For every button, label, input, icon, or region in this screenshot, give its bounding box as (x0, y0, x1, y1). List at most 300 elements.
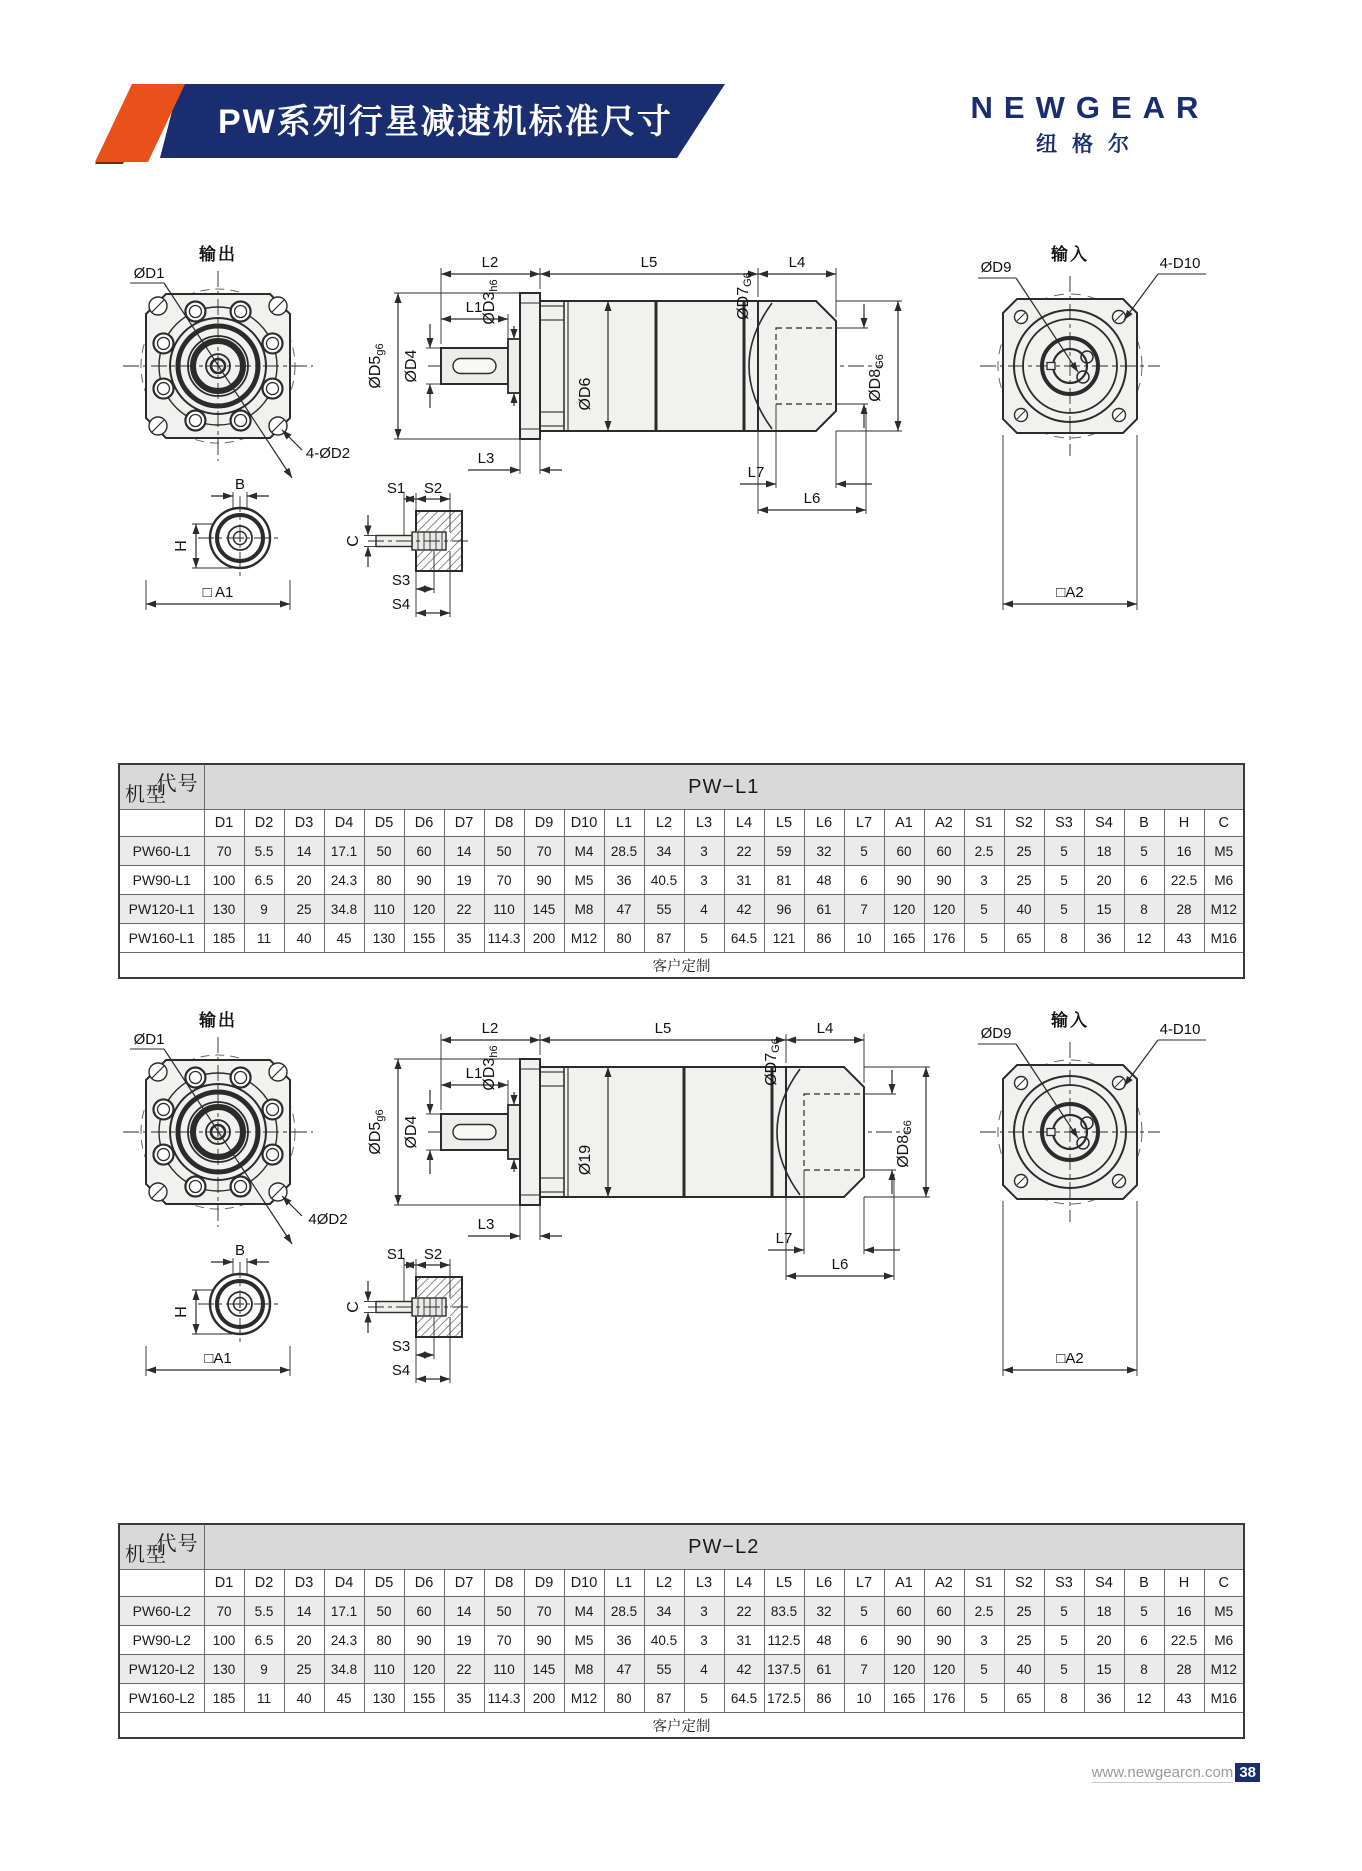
value-cell: 25 (284, 895, 324, 924)
value-cell: 5 (684, 924, 724, 953)
value-cell: 86 (804, 924, 844, 953)
value-cell: 61 (804, 895, 844, 924)
value-cell: 34.8 (324, 1655, 364, 1684)
column-header: L2 (644, 810, 684, 837)
value-cell: 4 (684, 895, 724, 924)
side-section-view (367, 254, 902, 514)
corner-label-model: 机型 (125, 1544, 167, 1566)
value-cell: 5 (964, 1655, 1004, 1684)
dim-label-s3: S3 (391, 572, 411, 589)
value-cell: 20 (1084, 1626, 1124, 1655)
value-cell: 120 (404, 1655, 444, 1684)
dim-label-b: B (234, 1242, 246, 1259)
value-cell: 5 (1044, 837, 1084, 866)
value-cell: 22.5 (1164, 1626, 1204, 1655)
value-cell: 130 (364, 1684, 404, 1713)
value-cell: 24.3 (324, 866, 364, 895)
dim-label-s4: S4 (391, 596, 411, 613)
column-header: D5 (364, 810, 404, 837)
value-cell: 130 (204, 895, 244, 924)
screw-section-detail-view (345, 1246, 468, 1383)
value-cell: 42 (724, 895, 764, 924)
column-header: L7 (844, 1570, 884, 1597)
dim-label-h: H (173, 1306, 190, 1318)
model-cell: PW90-L2 (119, 1626, 204, 1655)
table-row (119, 866, 1244, 895)
dim-label-l7: L7 (747, 464, 765, 481)
model-cell: PW160-L1 (119, 924, 204, 953)
column-header: L1 (604, 810, 644, 837)
value-cell: 6 (844, 866, 884, 895)
value-cell: 8 (1124, 895, 1164, 924)
value-cell: M5 (1204, 837, 1244, 866)
column-header: D10 (564, 1570, 604, 1597)
value-cell: 172.5 (764, 1684, 804, 1713)
corner-label-code: 代号 (156, 1533, 199, 1555)
value-cell: 6 (1124, 1626, 1164, 1655)
value-cell: 70 (484, 866, 524, 895)
model-cell: PW60-L2 (119, 1597, 204, 1626)
value-cell: 8 (1044, 1684, 1084, 1713)
value-cell: 5 (1044, 866, 1084, 895)
value-cell: 87 (644, 924, 684, 953)
value-cell: 5.5 (244, 1597, 284, 1626)
value-cell: 6 (844, 1626, 884, 1655)
column-header: A1 (884, 1570, 924, 1597)
column-header: L2 (644, 1570, 684, 1597)
value-cell: 28 (1164, 1655, 1204, 1684)
corner-label-model: 机型 (125, 784, 167, 806)
value-cell: 176 (924, 924, 964, 953)
value-cell: 5 (964, 924, 1004, 953)
dim-label-d8: ØD8G6 (895, 1120, 914, 1168)
value-cell: 120 (404, 895, 444, 924)
column-header: D10 (564, 810, 604, 837)
value-cell: 40 (284, 1684, 324, 1713)
value-cell: 6.5 (244, 1626, 284, 1655)
value-cell: 3 (684, 1597, 724, 1626)
dim-label-s1: S1 (386, 1246, 406, 1263)
column-header: D2 (244, 810, 284, 837)
value-cell: 185 (204, 924, 244, 953)
dim-label-d3: ØD3h6 (481, 1045, 500, 1091)
value-cell: 12 (1124, 1684, 1164, 1713)
dim-label-d2: 4-ØD2 (305, 445, 351, 462)
dim-label-d4: ØD4 (403, 1115, 420, 1149)
column-header: D1 (204, 810, 244, 837)
column-header: L5 (764, 810, 804, 837)
dim-label-d5: ØD5g6 (367, 343, 386, 389)
dim-label-l2: L2 (481, 254, 499, 271)
model-cell: PW120-L1 (119, 895, 204, 924)
empty-header-cell (119, 810, 204, 837)
dim-label-d9: ØD9 (980, 259, 1012, 276)
value-cell: 3 (684, 866, 724, 895)
value-cell: 5 (964, 895, 1004, 924)
value-cell: 114.3 (484, 924, 524, 953)
table-title: PW−L1 (204, 764, 1244, 810)
dim-label-s2: S2 (423, 1246, 443, 1263)
value-cell: 60 (924, 837, 964, 866)
value-cell: 5 (1124, 1597, 1164, 1626)
value-cell: M12 (1204, 1655, 1244, 1684)
value-cell: 90 (884, 866, 924, 895)
value-cell: 64.5 (724, 1684, 764, 1713)
value-cell: 3 (684, 1626, 724, 1655)
value-cell: M5 (1204, 1597, 1244, 1626)
page-title: PW系列行星减速机标准尺寸 (218, 103, 673, 141)
value-cell: 80 (364, 866, 404, 895)
table-row (119, 837, 1244, 866)
column-header: L3 (684, 1570, 724, 1597)
value-cell: 3 (964, 866, 1004, 895)
column-header: B (1124, 810, 1164, 837)
value-cell: 36 (604, 1626, 644, 1655)
column-header: D7 (444, 1570, 484, 1597)
value-cell: 16 (1164, 837, 1204, 866)
dim-label-s4: S4 (391, 1362, 411, 1379)
model-cell: PW60-L1 (119, 837, 204, 866)
dim-label-l2: L2 (481, 1020, 499, 1037)
dim-label-c: C (345, 535, 362, 547)
value-cell: 10 (844, 924, 884, 953)
value-cell: 5 (1044, 1597, 1084, 1626)
gearbox-drawing-svg (116, 992, 1246, 1410)
value-cell: 32 (804, 837, 844, 866)
value-cell: 19 (444, 1626, 484, 1655)
table-row (119, 924, 1244, 953)
value-cell: 64.5 (724, 924, 764, 953)
value-cell: 70 (524, 1597, 564, 1626)
value-cell: 114.3 (484, 1684, 524, 1713)
brand-logo-cn: 纽格尔 (1036, 133, 1144, 156)
column-header: D7 (444, 810, 484, 837)
model-cell: PW90-L1 (119, 866, 204, 895)
value-cell: 19 (444, 866, 484, 895)
value-cell: 155 (404, 924, 444, 953)
column-header: S1 (964, 810, 1004, 837)
column-header: D9 (524, 1570, 564, 1597)
value-cell: 12 (1124, 924, 1164, 953)
value-cell: 110 (484, 895, 524, 924)
value-cell: 6.5 (244, 866, 284, 895)
view-label-output: 输出 (199, 1011, 237, 1030)
dim-label-d10: 4-D10 (1159, 1021, 1201, 1038)
column-header: S3 (1044, 1570, 1084, 1597)
value-cell: 176 (924, 1684, 964, 1713)
value-cell: 22 (444, 895, 484, 924)
table-corner-cell (119, 1524, 204, 1570)
column-header: D5 (364, 1570, 404, 1597)
value-cell: 40 (1004, 895, 1044, 924)
value-cell: 70 (204, 1597, 244, 1626)
value-cell: 100 (204, 1626, 244, 1655)
dim-label-l1: L1 (465, 299, 483, 316)
dim-label-d7: ØD7G6 (763, 1038, 782, 1086)
value-cell: 90 (404, 866, 444, 895)
value-cell: 35 (444, 1684, 484, 1713)
dim-label-c: C (345, 1301, 362, 1313)
page-number-badge: 38 (1235, 1763, 1260, 1782)
value-cell: 7 (844, 895, 884, 924)
value-cell: 155 (404, 1684, 444, 1713)
corner-label-code: 代号 (156, 773, 199, 795)
value-cell: M6 (1204, 866, 1244, 895)
value-cell: 45 (324, 1684, 364, 1713)
value-cell: 65 (1004, 1684, 1044, 1713)
dim-label-l6: L6 (803, 490, 821, 507)
dim-label-d7: ØD7G6 (735, 272, 754, 320)
view-label-input: 输入 (1051, 1011, 1089, 1030)
table-row (119, 895, 1244, 924)
page-footer (1020, 1763, 1260, 1782)
value-cell: 15 (1084, 1655, 1124, 1684)
value-cell: 20 (1084, 866, 1124, 895)
value-cell: 14 (444, 837, 484, 866)
value-cell: 48 (804, 866, 844, 895)
column-header: S2 (1004, 810, 1044, 837)
column-header: L7 (844, 810, 884, 837)
value-cell: 47 (604, 1655, 644, 1684)
column-header: D6 (404, 810, 444, 837)
dim-label-a2: □A2 (1056, 1350, 1084, 1367)
value-cell: 22 (444, 1655, 484, 1684)
value-cell: 11 (244, 1684, 284, 1713)
value-cell: 55 (644, 1655, 684, 1684)
value-cell: 50 (364, 837, 404, 866)
side-section-view (367, 1020, 930, 1280)
value-cell: 9 (244, 895, 284, 924)
value-cell: 5.5 (244, 837, 284, 866)
value-cell: 112.5 (764, 1626, 804, 1655)
value-cell: 50 (364, 1597, 404, 1626)
value-cell: M8 (564, 895, 604, 924)
column-header: B (1124, 1570, 1164, 1597)
value-cell: 40 (1004, 1655, 1044, 1684)
column-header: D2 (244, 1570, 284, 1597)
value-cell: 145 (524, 895, 564, 924)
dim-label-d10: 4-D10 (1159, 255, 1201, 272)
dim-label-s1: S1 (386, 480, 406, 497)
value-cell: 25 (1004, 1597, 1044, 1626)
dim-label-s2: S2 (423, 480, 443, 497)
value-cell: 165 (884, 924, 924, 953)
value-cell: 3 (964, 1626, 1004, 1655)
dim-label-a1: □A1 (204, 1350, 232, 1367)
table-title: PW−L2 (204, 1524, 1244, 1570)
value-cell: 15 (1084, 895, 1124, 924)
brand-logo (930, 90, 1250, 158)
column-header: C (1204, 810, 1244, 837)
dim-label-a1: □ A1 (202, 584, 234, 601)
dimension-table-pw-l2 (118, 1523, 1245, 1739)
table-corner-cell (119, 764, 204, 810)
table-row (119, 1597, 1244, 1626)
value-cell: 34 (644, 1597, 684, 1626)
table-row (119, 1626, 1244, 1655)
view-label-output: 输出 (199, 245, 237, 264)
value-cell: 17.1 (324, 837, 364, 866)
column-header: D9 (524, 810, 564, 837)
value-cell: 145 (524, 1655, 564, 1684)
value-cell: 40.5 (644, 1626, 684, 1655)
value-cell: 43 (1164, 924, 1204, 953)
value-cell: 165 (884, 1684, 924, 1713)
value-cell: 7 (844, 1655, 884, 1684)
shaft-end-detail-view (173, 1242, 282, 1346)
value-cell: 17.1 (324, 1597, 364, 1626)
value-cell: 8 (1124, 1655, 1164, 1684)
dim-label-d5: ØD5g6 (367, 1109, 386, 1155)
footer-website: www.newgearcn.com (1091, 1764, 1234, 1781)
technical-drawing-pw-l2 (116, 992, 1246, 1410)
column-header: L5 (764, 1570, 804, 1597)
dim-label-l5: L5 (640, 254, 658, 271)
column-header: S2 (1004, 1570, 1044, 1597)
dim-label-l3: L3 (477, 1216, 495, 1233)
dim-label-d6: Ø19 (577, 1144, 594, 1176)
value-cell: 130 (364, 924, 404, 953)
value-cell: 5 (844, 837, 884, 866)
value-cell: 6 (1124, 866, 1164, 895)
value-cell: 50 (484, 1597, 524, 1626)
value-cell: 65 (1004, 924, 1044, 953)
column-header: L4 (724, 810, 764, 837)
value-cell: 34.8 (324, 895, 364, 924)
value-cell: M16 (1204, 924, 1244, 953)
value-cell: 40 (284, 924, 324, 953)
dim-label-d1: ØD1 (133, 265, 165, 282)
column-header: S3 (1044, 810, 1084, 837)
dim-label-l4: L4 (788, 254, 806, 271)
value-cell: 70 (524, 837, 564, 866)
value-cell: 60 (924, 1597, 964, 1626)
dim-label-a2: □A2 (1056, 584, 1084, 601)
column-header: H (1164, 810, 1204, 837)
column-header: L6 (804, 810, 844, 837)
value-cell: 100 (204, 866, 244, 895)
value-cell: 43 (1164, 1684, 1204, 1713)
value-cell: 50 (484, 837, 524, 866)
column-header: S1 (964, 1570, 1004, 1597)
value-cell: 2.5 (964, 837, 1004, 866)
value-cell: 80 (604, 1684, 644, 1713)
value-cell: 4 (684, 1655, 724, 1684)
dim-label-l7: L7 (775, 1230, 793, 1247)
column-header: C (1204, 1570, 1244, 1597)
dim-label-s3: S3 (391, 1338, 411, 1355)
value-cell: 120 (884, 1655, 924, 1684)
value-cell: 96 (764, 895, 804, 924)
value-cell: 86 (804, 1684, 844, 1713)
value-cell: 2.5 (964, 1597, 1004, 1626)
value-cell: M8 (564, 1655, 604, 1684)
value-cell: 40.5 (644, 866, 684, 895)
value-cell: 5 (1124, 837, 1164, 866)
dim-label-l4: L4 (816, 1020, 834, 1037)
dim-label-d1: ØD1 (133, 1031, 165, 1048)
screw-section-detail-view (345, 480, 468, 617)
dim-label-d6: ØD6 (577, 377, 594, 411)
value-cell: 20 (284, 866, 324, 895)
table-row (119, 1684, 1244, 1713)
value-cell: 185 (204, 1684, 244, 1713)
column-header: S4 (1084, 1570, 1124, 1597)
value-cell: 200 (524, 1684, 564, 1713)
value-cell: 90 (524, 866, 564, 895)
column-header: L4 (724, 1570, 764, 1597)
value-cell: 36 (1084, 1684, 1124, 1713)
dim-label-b: B (234, 476, 246, 493)
dim-label-d2: 4ØD2 (308, 1211, 348, 1228)
value-cell: 10 (844, 1684, 884, 1713)
value-cell: 25 (284, 1655, 324, 1684)
value-cell: 20 (284, 1626, 324, 1655)
value-cell: 22 (724, 1597, 764, 1626)
value-cell: 28.5 (604, 837, 644, 866)
gearbox-drawing-svg (116, 226, 1246, 644)
value-cell: 60 (884, 837, 924, 866)
value-cell: 11 (244, 924, 284, 953)
dim-label-d3: ØD3h6 (481, 279, 500, 325)
dim-label-l1: L1 (465, 1065, 483, 1082)
column-header: A2 (924, 1570, 964, 1597)
column-header: H (1164, 1570, 1204, 1597)
column-header: D3 (284, 810, 324, 837)
value-cell: 120 (924, 895, 964, 924)
value-cell: 25 (1004, 1626, 1044, 1655)
dim-label-h: H (173, 540, 190, 552)
value-cell: 31 (724, 866, 764, 895)
model-cell: PW120-L2 (119, 1655, 204, 1684)
value-cell: 110 (364, 1655, 404, 1684)
value-cell: 90 (924, 1626, 964, 1655)
value-cell: 83.5 (764, 1597, 804, 1626)
value-cell: 87 (644, 1684, 684, 1713)
value-cell: 16 (1164, 1597, 1204, 1626)
value-cell: 18 (1084, 1597, 1124, 1626)
value-cell: 22 (724, 837, 764, 866)
value-cell: 120 (884, 895, 924, 924)
value-cell: M12 (564, 924, 604, 953)
value-cell: 59 (764, 837, 804, 866)
value-cell: M16 (1204, 1684, 1244, 1713)
brand-logo-en: NEWGEAR (970, 90, 1210, 125)
value-cell: 3 (684, 837, 724, 866)
view-label-input: 输入 (1051, 245, 1089, 264)
value-cell: M12 (564, 1684, 604, 1713)
value-cell: 121 (764, 924, 804, 953)
column-header: S4 (1084, 810, 1124, 837)
value-cell: 60 (404, 1597, 444, 1626)
value-cell: 81 (764, 866, 804, 895)
column-header: D6 (404, 1570, 444, 1597)
value-cell: M12 (1204, 895, 1244, 924)
value-cell: 14 (284, 837, 324, 866)
column-header: A2 (924, 810, 964, 837)
value-cell: 60 (404, 837, 444, 866)
model-cell: PW160-L2 (119, 1684, 204, 1713)
column-header: L6 (804, 1570, 844, 1597)
value-cell: 60 (884, 1597, 924, 1626)
column-header: D4 (324, 1570, 364, 1597)
value-cell: M4 (564, 1597, 604, 1626)
column-header: L3 (684, 810, 724, 837)
dim-label-l3: L3 (477, 450, 495, 467)
value-cell: 9 (244, 1655, 284, 1684)
dimension-table-pw-l1 (118, 763, 1245, 979)
value-cell: 55 (644, 895, 684, 924)
